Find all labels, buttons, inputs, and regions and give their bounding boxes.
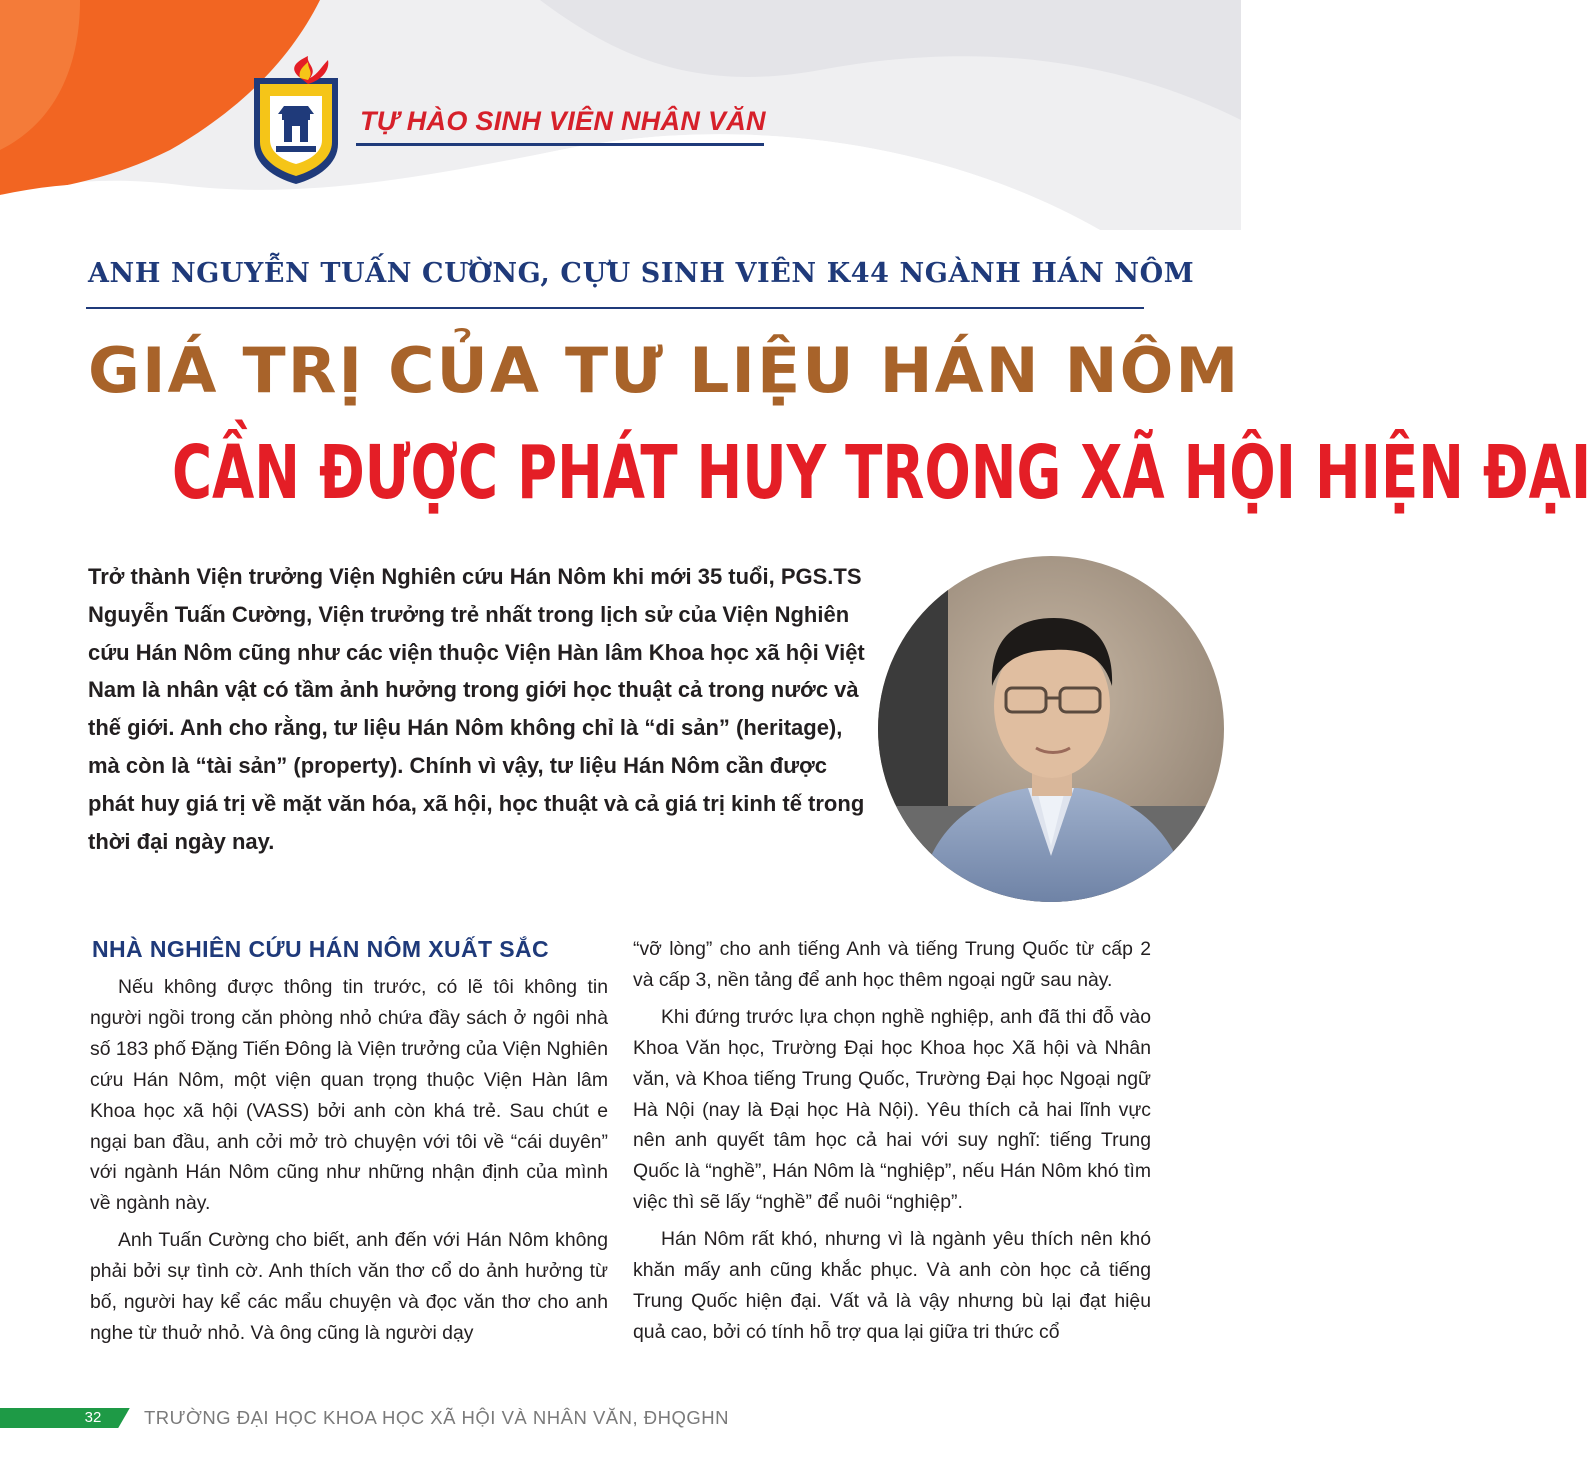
page-number: 32 [84,1409,102,1426]
kicker-divider [86,307,1144,309]
body-paragraph: Khi đứng trước lựa chọn nghề nghiệp, anh đã thi đỗ vào Khoa Văn học, Trường Đại học Khoa học Xã hội và Nhân văn, và Khoa tiếng Trung Quốc, Trường Đại học Ngoại ngữ Hà Nội (nay là Đại học Hà Nội). Yêu thích cả hai lĩnh vực nên anh quyết tâm học cả hai với suy nghĩ: tiếng Trung Quốc là “nghề”, Hán Nôm là “nghiệp”, nếu Hán Nôm khó tìm việc thì sẽ lấy “nghề” để nuôi “nghiệp”. [633,1005,1151,1214]
section-label-underline [356,143,764,146]
body-paragraph: “vỡ lòng” cho anh tiếng Anh và tiếng Trung Quốc từ cấp 2 và cấp 3, nền tảng để anh học thêm ngoại ngữ sau này. [633,938,1151,991]
body-paragraph: Anh Tuấn Cường cho biết, anh đến với Hán Nôm không phải bởi sự tình cờ. Anh thích văn thơ cổ do ảnh hưởng từ bố, người hay kể các mẩu chuyện và đọc văn thơ cho anh nghe từ thuở nhỏ. Và ông cũng là người dạy [90,1229,608,1344]
body-paragraph: Nếu không được thông tin trước, có lẽ tôi không tin người ngồi trong căn phòng nhỏ chứa đầy sách ở ngôi nhà số 183 phố Đặng Tiến Đông là Viện trưởng của Viện Nghiên cứu Hán Nôm, một viện quan trọng thuộc Viện Hàn lâm Khoa học xã hội (VASS) bởi anh còn khá trẻ. Sau chút e ngại ban đầu, anh cởi mở trò chuyện với tôi về “cái duyên” với ngành Hán Nôm cũng như những nhận định của mình về ngành này. [90,976,608,1215]
university-logo [248,56,344,186]
headline-line-2: CẦN ĐƯỢC PHÁT HUY TRONG XÃ HỘI HIỆN ĐẠI [172,430,1591,516]
article-kicker: ANH NGUYỄN TUẤN CƯỜNG, CỰU SINH VIÊN K44 NGÀNH HÁN NÔM [88,258,1195,289]
footer-publisher: TRƯỜNG ĐẠI HỌC KHOA HỌC XÃ HỘI VÀ NHÂN VĂN, ĐHQGHN [144,1407,730,1428]
section-subheading: NHÀ NGHIÊN CỨU HÁN NÔM XUẤT SẮC [92,936,549,962]
section-label: TỰ HÀO SINH VIÊN NHÂN VĂN [360,106,766,136]
body-paragraph: Hán Nôm rất khó, nhưng vì là ngành yêu thích nên khó khăn mấy anh cũng khắc phục. Và anh còn học cả tiếng Trung Quốc hiện đại. Vất vả là vậy nhưng bù lại đạt hiệu quả cao, bởi có tính hỗ trợ qua lại giữa tri thức cổ [633,1228,1151,1343]
body-column-right [633,934,1151,1354]
portrait-photo [878,556,1224,902]
body-column-left [90,972,608,1355]
headline-line-1: GIÁ TRỊ CỦA TƯ LIỆU HÁN NÔM [88,334,1241,407]
lead-paragraph: Trở thành Viện trưởng Viện Nghiên cứu Hán Nôm khi mới 35 tuổi, PGS.TS Nguyễn Tuấn Cường, Viện trưởng trẻ nhất trong lịch sử của Viện Nghiên cứu Hán Nôm cũng như các viện thuộc Viện Hàn lâm Khoa học xã hội Việt Nam là nhân vật có tầm ảnh hưởng trong giới học thuật cả trong nước và thế giới. Anh cho rằng, tư liệu Hán Nôm không chỉ là “di sản” (heritage), mà còn là “tài sản” (property). Chính vì vậy, tư liệu Hán Nôm cần được phát huy giá trị về mặt văn hóa, xã hội, học thuật và cả giá trị kinh tế trong thời đại ngày nay. [88,564,865,854]
